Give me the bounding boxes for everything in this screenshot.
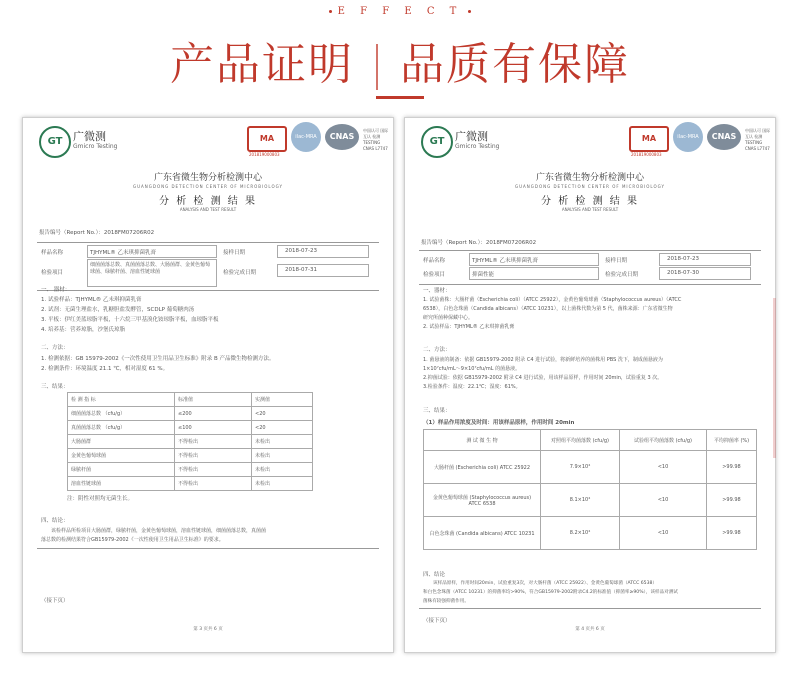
continued-note: （接下页）: [41, 598, 69, 604]
report-title-en: ANALYSIS AND TEST RESULT: [179, 207, 237, 212]
conclusion-line: 该检样品所检项目大肠菌群，绿脓杆菌，金黄色葡萄球菌，溶血性链球菌，细菌菌落总数，真菌菌: [51, 528, 267, 534]
th: 标准值: [175, 393, 252, 407]
cell: >99.98: [707, 451, 757, 484]
cell: ≤100: [175, 421, 252, 435]
cell: 8.2×10⁴: [541, 517, 620, 550]
cell: 不得检出: [175, 449, 252, 463]
table-header: [68, 393, 313, 407]
cell: <20: [252, 407, 313, 421]
cma-number: 201819000803: [631, 152, 662, 157]
cnas-side-text: 中国认可 国际互认 检测 TESTING CNAS L7747: [745, 128, 771, 151]
cell: >99.98: [707, 484, 757, 517]
recv-label: 接样日期: [605, 258, 628, 264]
equipment-line: 研究所菌种保藏中心。: [423, 315, 474, 321]
conclusion-line: 该样品原样，作用时间20min，试验重复3次，对大肠杆菌（ATCC 25922）、金黄色葡萄球菌（ATCC 6538）: [433, 581, 658, 586]
recv-date: 2018-07-23: [285, 248, 317, 254]
effect-caption: E F F E C T: [0, 6, 800, 17]
method-line: 2. 检测条件：环境温度 21.1 ℃，相对湿度 61 %。: [41, 366, 169, 372]
method-line: 1. 菌悬液的制备：依据 GB15979-2002 附录 C4 进行试验，将新鲜培养的菌株用 PBS 洗下，制成菌悬液为: [423, 357, 663, 363]
divider: [419, 250, 761, 251]
done-date: 2018-07-31: [285, 267, 317, 273]
result-table: [67, 392, 313, 491]
cma-number: 201819000803: [249, 152, 280, 157]
equipment-line: 2. 试验样品：TJHYML® 乙未琪抑菌乳膏: [423, 324, 515, 330]
section-equipment: 一、器材：: [423, 288, 451, 294]
cell: 7.9×10⁴: [541, 451, 620, 484]
cnas-side-text: 中国认可 国际互认 检测 TESTING CNAS L7747: [363, 128, 389, 151]
item-label: 检验项目: [423, 272, 446, 278]
seal-edge: [767, 298, 776, 458]
brand-en: Gmicro Testing: [73, 143, 118, 150]
brand-name: 广微测: [455, 130, 488, 143]
equipment-line: 3. 平板：伊红美蓝琼脂平板，十六烷三甲基溴化铵琼脂平板，血琼脂平板: [41, 317, 219, 323]
table-row: [424, 517, 757, 550]
cell: 不得检出: [175, 435, 252, 449]
report-number: 报告编号（Report No.）：2018FM07206R02: [39, 230, 155, 236]
center-title-en: GUANGDONG DETECTION CENTER OF MICROBIOLOGY: [515, 184, 665, 189]
cnas-logo: CNAS: [325, 124, 359, 150]
center-title-en: GUANGDONG DETECTION CENTER OF MICROBIOLOGY: [133, 184, 283, 189]
page-number: 第 3 页共 6 页: [193, 627, 223, 632]
divider: [419, 284, 761, 285]
cell: 溶血性链球菌: [68, 477, 175, 491]
section-method: 二、方法：: [41, 345, 69, 351]
report-page-4: [404, 117, 776, 653]
th: 对照组平均菌落数 (cfu/g): [541, 430, 620, 451]
cell: 绿脓杆菌: [68, 463, 175, 477]
item-label: 检验项目: [41, 270, 64, 276]
conclusion-line: 菌株有较强抑菌作用。: [423, 599, 469, 604]
report-title: 分 析 检 测 结 果: [541, 196, 639, 207]
equipment-line: 1. 试验菌株：大肠杆菌（Escherichia coli）（ATCC 25922），金黄色葡萄球菌（Staphylococcus aureus）（ATCC: [423, 297, 682, 303]
cell: 真菌菌落总数 （cfu/g）: [68, 421, 175, 435]
equipment-line: 1. 试验样品：TJHYML® 乙未琪抑菌乳膏: [41, 297, 142, 303]
conclusion-line: 和白色念珠菌（ATCC 10231）的抑菌率均>90%，符合GB15979-2002附录C4.2的标准值（抑菌率≥90%），该样品对测试: [423, 590, 679, 595]
divider: [37, 290, 379, 291]
section-conclusion: 四、结论: [423, 572, 446, 578]
method-line: 3.检验条件：温度：22.1℃；湿度：61%。: [423, 384, 521, 390]
cell: 金黄色葡萄球菌 (Staphylococcus aureus) ATCC 6538: [424, 484, 541, 517]
cell: >99.98: [707, 517, 757, 550]
divider: [37, 548, 379, 549]
report-title: 分 析 检 测 结 果: [159, 196, 257, 207]
table-row: [68, 421, 313, 435]
table-note: 注：阴性对照均无菌生长。: [67, 496, 134, 502]
cell: 不得检出: [175, 477, 252, 491]
dot-icon: [329, 10, 332, 13]
equipment-line: 2. 试剂：无菌生理盐水，乳糖胆盐发酵管，SCDLP 葡萄糖肉汤: [41, 307, 195, 313]
report-number: 报告编号（Report No.）：2018FM07206R02: [421, 240, 537, 246]
equipment-line: 6538），白色念珠菌（Candida albicans）（ATCC 10231），以上菌株代数为第 5 代，菌株来源：广东省微生物: [423, 306, 673, 312]
cnas-logo: CNAS: [707, 124, 741, 150]
method-line: 1×10⁷cfu/mL～9×10⁷cfu/mL 的菌悬液。: [423, 366, 521, 372]
gt-logo-icon: GT: [39, 126, 71, 158]
th: 试验组平均菌落数 (cfu/g): [620, 430, 707, 451]
cell: 8.1×10⁴: [541, 484, 620, 517]
table-row: [68, 463, 313, 477]
recv-date: 2018-07-23: [667, 256, 699, 262]
section-result: 三、结果：: [423, 408, 451, 414]
gt-logo-icon: GT: [421, 126, 453, 158]
conclusion-line: 落总数的检测结果符合GB15979-2002《一次性使用卫生用品卫生标准》的要求。: [41, 537, 224, 543]
done-label: 检验完成日期: [605, 272, 639, 278]
section-conclusion: 四、结论：: [41, 518, 69, 524]
dot-icon: [468, 10, 471, 13]
th: 检 测 指 标: [68, 393, 175, 407]
table-row: [68, 449, 313, 463]
section-method: 二、方法：: [423, 347, 451, 353]
brand-name: 广微测: [73, 130, 106, 143]
sample-label: 样品名称: [41, 250, 64, 256]
cell: 白色念珠菌 (Candida albicans) ATCC 10231: [424, 517, 541, 550]
table-row: [68, 477, 313, 491]
brand-en: Gmicro Testing: [455, 143, 500, 150]
cell: 金黄色葡萄球菌: [68, 449, 175, 463]
table-row: [424, 451, 757, 484]
cma-logo: MA: [629, 126, 669, 152]
headline-right: 品质有保障: [400, 39, 630, 90]
divider: [419, 608, 761, 609]
center-title: 广东省微生物分析检测中心: [153, 173, 262, 183]
page-headline: [0, 28, 800, 92]
item-value: 细菌菌落总数、真菌菌落总数、大肠菌群、金黄色葡萄球菌、绿脓杆菌、溶血性链球菌: [90, 262, 211, 275]
th: 平均抑菌率 (%): [707, 430, 757, 451]
cell: 大肠菌群: [68, 435, 175, 449]
cell: 不得检出: [175, 463, 252, 477]
cell: 未检出: [252, 463, 313, 477]
headline-underline: [376, 96, 424, 99]
center-title: 广东省微生物分析检测中心: [535, 173, 644, 183]
divider: [37, 242, 379, 243]
sample-label: 样品名称: [423, 258, 446, 264]
section-result: 三、结果：: [41, 384, 69, 390]
done-label: 检验完成日期: [223, 270, 257, 276]
cell: 细菌菌落总数 （cfu/g）: [68, 407, 175, 421]
sample-name: TJHYML® 乙未琪抑菌乳膏: [472, 258, 539, 264]
done-date: 2018-07-30: [667, 270, 699, 276]
th: 测 试 微 生 物: [424, 430, 541, 451]
cell: <10: [620, 517, 707, 550]
headline-left: 产品证明: [170, 39, 354, 90]
report-page-3: [22, 117, 394, 653]
ilac-logo: ilac-MRA: [291, 122, 321, 152]
table-row: [68, 435, 313, 449]
report-title-en: ANALYSIS AND TEST RESULT: [561, 207, 619, 212]
th: 实测值: [252, 393, 313, 407]
cell: <10: [620, 484, 707, 517]
divider: [376, 44, 378, 90]
table-header: [424, 430, 757, 451]
table-row: [424, 484, 757, 517]
table-caption: （1）样品作用浓度及时间：用该样品原样，作用时间 20min: [423, 420, 575, 426]
continued-note: （接下页）: [423, 618, 451, 624]
method-line: 2.抑菌试验：依据 GB15979-2002 附录 C4 进行试验，用该样品原样，作用时间 20min，试验重复 3 次。: [423, 375, 663, 381]
cell: 未检出: [252, 477, 313, 491]
cell: ≤200: [175, 407, 252, 421]
equipment-line: 4. 培养基：营养琼脂，沙堡氏琼脂: [41, 327, 125, 333]
cell: 未检出: [252, 435, 313, 449]
item-value: 抑菌性能: [472, 272, 495, 278]
method-line: 1. 检测依据：GB 15979-2002《一次性使用卫生用品卫生标准》附录 B 产品微生物检测方法。: [41, 356, 275, 362]
sample-name: TJHYML® 乙未琪抑菌乳膏: [90, 250, 157, 256]
recv-label: 接样日期: [223, 250, 246, 256]
table-row: [68, 407, 313, 421]
cell: <10: [620, 451, 707, 484]
cell: 大肠杆菌 (Escherichia coli) ATCC 25922: [424, 451, 541, 484]
section-equipment: 一、 器材：: [41, 287, 71, 293]
page-number: 第 4 页共 6 页: [575, 627, 605, 632]
cma-logo: MA: [247, 126, 287, 152]
ilac-logo: ilac-MRA: [673, 122, 703, 152]
result-table: [423, 429, 757, 550]
cell: 未检出: [252, 449, 313, 463]
cell: <20: [252, 421, 313, 435]
